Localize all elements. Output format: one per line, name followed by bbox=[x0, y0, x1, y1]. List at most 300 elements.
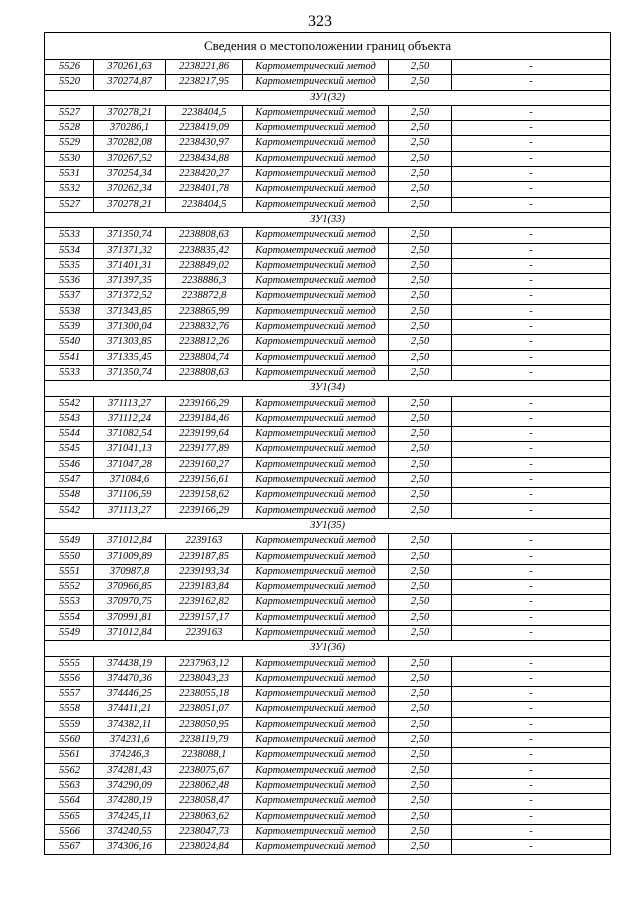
table-title-row bbox=[45, 33, 611, 60]
table-row bbox=[45, 717, 611, 732]
accuracy-cell: 2,50 bbox=[389, 136, 452, 151]
accuracy-cell: 2,50 bbox=[389, 243, 452, 258]
description-cell: - bbox=[452, 702, 611, 717]
coord-x-cell: 370274,87 bbox=[94, 75, 166, 90]
method-cell: Картометрический метод bbox=[243, 320, 389, 335]
method-cell: Картометрический метод bbox=[243, 503, 389, 518]
description-cell: - bbox=[452, 794, 611, 809]
accuracy-cell: 2,50 bbox=[389, 778, 452, 793]
method-cell: Картометрический метод bbox=[243, 335, 389, 350]
point-number-cell: 5555 bbox=[45, 656, 94, 671]
accuracy-cell: 2,50 bbox=[389, 365, 452, 380]
coord-y-cell: 2238075,67 bbox=[166, 763, 243, 778]
description-cell: - bbox=[452, 335, 611, 350]
description-cell: - bbox=[452, 258, 611, 273]
method-cell: Картометрический метод bbox=[243, 595, 389, 610]
method-cell: Картометрический метод bbox=[243, 549, 389, 564]
accuracy-cell: 2,50 bbox=[389, 717, 452, 732]
table-row bbox=[45, 778, 611, 793]
coord-x-cell: 370970,75 bbox=[94, 595, 166, 610]
description-cell: - bbox=[452, 167, 611, 182]
coord-x-cell: 371106,59 bbox=[94, 488, 166, 503]
table-row bbox=[45, 824, 611, 839]
coord-y-cell: 2238808,63 bbox=[166, 228, 243, 243]
description-cell: - bbox=[452, 442, 611, 457]
description-cell: - bbox=[452, 427, 611, 442]
coord-y-cell: 2238043,23 bbox=[166, 671, 243, 686]
point-number-cell: 5563 bbox=[45, 778, 94, 793]
description-cell: - bbox=[452, 595, 611, 610]
method-cell: Картометрический метод bbox=[243, 488, 389, 503]
coord-y-cell: 2238419,09 bbox=[166, 121, 243, 136]
point-number-cell: 5540 bbox=[45, 335, 94, 350]
point-number-cell: 5544 bbox=[45, 427, 94, 442]
point-number-cell: 5535 bbox=[45, 258, 94, 273]
method-cell: Картометрический метод bbox=[243, 671, 389, 686]
method-cell: Картометрический метод bbox=[243, 243, 389, 258]
coord-y-cell: 2238804,74 bbox=[166, 350, 243, 365]
accuracy-cell: 2,50 bbox=[389, 289, 452, 304]
accuracy-cell: 2,50 bbox=[389, 258, 452, 273]
coord-x-cell: 371009,89 bbox=[94, 549, 166, 564]
point-number-cell: 5532 bbox=[45, 182, 94, 197]
description-cell: - bbox=[452, 304, 611, 319]
coord-y-cell: 2238865,99 bbox=[166, 304, 243, 319]
table-row bbox=[45, 289, 611, 304]
method-cell: Картометрический метод bbox=[243, 473, 389, 488]
point-number-cell: 5539 bbox=[45, 320, 94, 335]
method-cell: Картометрический метод bbox=[243, 182, 389, 197]
method-cell: Картометрический метод bbox=[243, 534, 389, 549]
point-number-cell: 5527 bbox=[45, 197, 94, 212]
point-number-cell: 5542 bbox=[45, 503, 94, 518]
group-row bbox=[45, 518, 611, 533]
coord-x-cell: 371371,32 bbox=[94, 243, 166, 258]
coord-y-cell: 2238051,07 bbox=[166, 702, 243, 717]
method-cell: Картометрический метод bbox=[243, 105, 389, 120]
point-number-cell: 5548 bbox=[45, 488, 94, 503]
description-cell: - bbox=[452, 733, 611, 748]
coord-x-cell: 371047,28 bbox=[94, 457, 166, 472]
description-cell: - bbox=[452, 228, 611, 243]
method-cell: Картометрический метод bbox=[243, 794, 389, 809]
point-number-cell: 5537 bbox=[45, 289, 94, 304]
coord-y-cell: 2239187,85 bbox=[166, 549, 243, 564]
point-number-cell: 5562 bbox=[45, 763, 94, 778]
method-cell: Картометрический метод bbox=[243, 442, 389, 457]
group-row bbox=[45, 381, 611, 396]
method-cell: Картометрический метод bbox=[243, 717, 389, 732]
table-row bbox=[45, 457, 611, 472]
coord-x-cell: 371350,74 bbox=[94, 228, 166, 243]
description-cell: - bbox=[452, 136, 611, 151]
accuracy-cell: 2,50 bbox=[389, 549, 452, 564]
method-cell: Картометрический метод bbox=[243, 778, 389, 793]
point-number-cell: 5559 bbox=[45, 717, 94, 732]
description-cell: - bbox=[452, 473, 611, 488]
method-cell: Картометрический метод bbox=[243, 840, 389, 855]
coord-y-cell: 2239163 bbox=[166, 625, 243, 640]
accuracy-cell: 2,50 bbox=[389, 228, 452, 243]
table-body bbox=[45, 33, 611, 855]
group-label: ЗУ1(33) bbox=[45, 212, 611, 227]
point-number-cell: 5547 bbox=[45, 473, 94, 488]
method-cell: Картометрический метод bbox=[243, 60, 389, 75]
coord-x-cell: 371372,52 bbox=[94, 289, 166, 304]
table-row bbox=[45, 809, 611, 824]
accuracy-cell: 2,50 bbox=[389, 396, 452, 411]
coord-x-cell: 370278,21 bbox=[94, 197, 166, 212]
point-number-cell: 5526 bbox=[45, 60, 94, 75]
coord-y-cell: 2238434,88 bbox=[166, 151, 243, 166]
table-row bbox=[45, 625, 611, 640]
method-cell: Картометрический метод bbox=[243, 457, 389, 472]
coord-y-cell: 2239183,84 bbox=[166, 580, 243, 595]
description-cell: - bbox=[452, 687, 611, 702]
method-cell: Картометрический метод bbox=[243, 687, 389, 702]
coord-x-cell: 374382,11 bbox=[94, 717, 166, 732]
table-row bbox=[45, 182, 611, 197]
table-row bbox=[45, 671, 611, 686]
accuracy-cell: 2,50 bbox=[389, 151, 452, 166]
coord-x-cell: 371113,27 bbox=[94, 503, 166, 518]
table-row bbox=[45, 274, 611, 289]
description-cell: - bbox=[452, 243, 611, 258]
accuracy-cell: 2,50 bbox=[389, 625, 452, 640]
coord-x-cell: 371397,35 bbox=[94, 274, 166, 289]
coord-x-cell: 374446,25 bbox=[94, 687, 166, 702]
group-label: ЗУ1(36) bbox=[45, 641, 611, 656]
table-row bbox=[45, 304, 611, 319]
coord-y-cell: 2238835,42 bbox=[166, 243, 243, 258]
coord-y-cell: 2238401,78 bbox=[166, 182, 243, 197]
table-row bbox=[45, 411, 611, 426]
description-cell: - bbox=[452, 656, 611, 671]
coord-x-cell: 374280,19 bbox=[94, 794, 166, 809]
table-row bbox=[45, 442, 611, 457]
table-row bbox=[45, 121, 611, 136]
coord-y-cell: 2238058,47 bbox=[166, 794, 243, 809]
table-row bbox=[45, 549, 611, 564]
table-row bbox=[45, 840, 611, 855]
coord-y-cell: 2239158,62 bbox=[166, 488, 243, 503]
coord-y-cell: 2238055,18 bbox=[166, 687, 243, 702]
point-number-cell: 5543 bbox=[45, 411, 94, 426]
method-cell: Картометрический метод bbox=[243, 350, 389, 365]
coord-y-cell: 2238404,5 bbox=[166, 197, 243, 212]
coord-x-cell: 374281,43 bbox=[94, 763, 166, 778]
accuracy-cell: 2,50 bbox=[389, 671, 452, 686]
point-number-cell: 5528 bbox=[45, 121, 94, 136]
point-number-cell: 5550 bbox=[45, 549, 94, 564]
table-row bbox=[45, 396, 611, 411]
description-cell: - bbox=[452, 320, 611, 335]
accuracy-cell: 2,50 bbox=[389, 488, 452, 503]
coord-y-cell: 2239156,61 bbox=[166, 473, 243, 488]
description-cell: - bbox=[452, 274, 611, 289]
coord-x-cell: 374246,3 bbox=[94, 748, 166, 763]
method-cell: Картометрический метод bbox=[243, 733, 389, 748]
coord-y-cell: 2237963,12 bbox=[166, 656, 243, 671]
method-cell: Картометрический метод bbox=[243, 365, 389, 380]
point-number-cell: 5529 bbox=[45, 136, 94, 151]
table-row bbox=[45, 748, 611, 763]
method-cell: Картометрический метод bbox=[243, 228, 389, 243]
description-cell: - bbox=[452, 717, 611, 732]
point-number-cell: 5561 bbox=[45, 748, 94, 763]
table-row bbox=[45, 151, 611, 166]
accuracy-cell: 2,50 bbox=[389, 457, 452, 472]
point-number-cell: 5560 bbox=[45, 733, 94, 748]
description-cell: - bbox=[452, 121, 611, 136]
description-cell: - bbox=[452, 365, 611, 380]
table-row bbox=[45, 534, 611, 549]
description-cell: - bbox=[452, 396, 611, 411]
coord-x-cell: 374306,16 bbox=[94, 840, 166, 855]
accuracy-cell: 2,50 bbox=[389, 335, 452, 350]
coord-y-cell: 2239184,46 bbox=[166, 411, 243, 426]
coord-y-cell: 2238812,26 bbox=[166, 335, 243, 350]
coord-x-cell: 370261,63 bbox=[94, 60, 166, 75]
method-cell: Картометрический метод bbox=[243, 197, 389, 212]
accuracy-cell: 2,50 bbox=[389, 182, 452, 197]
point-number-cell: 5554 bbox=[45, 610, 94, 625]
coord-x-cell: 370991,81 bbox=[94, 610, 166, 625]
description-cell: - bbox=[452, 60, 611, 75]
accuracy-cell: 2,50 bbox=[389, 473, 452, 488]
coord-y-cell: 2238217,95 bbox=[166, 75, 243, 90]
table-row bbox=[45, 105, 611, 120]
coord-x-cell: 371300,04 bbox=[94, 320, 166, 335]
table-title: Сведения о местоположении границ объекта bbox=[45, 33, 611, 60]
accuracy-cell: 2,50 bbox=[389, 304, 452, 319]
coord-y-cell: 2238849,02 bbox=[166, 258, 243, 273]
point-number-cell: 5565 bbox=[45, 809, 94, 824]
description-cell: - bbox=[452, 457, 611, 472]
method-cell: Картометрический метод bbox=[243, 809, 389, 824]
accuracy-cell: 2,50 bbox=[389, 702, 452, 717]
coord-y-cell: 2238024,84 bbox=[166, 840, 243, 855]
point-number-cell: 5546 bbox=[45, 457, 94, 472]
table-row bbox=[45, 427, 611, 442]
point-number-cell: 5567 bbox=[45, 840, 94, 855]
table-row bbox=[45, 794, 611, 809]
point-number-cell: 5551 bbox=[45, 564, 94, 579]
method-cell: Картометрический метод bbox=[243, 564, 389, 579]
coord-y-cell: 2239163 bbox=[166, 534, 243, 549]
coord-x-cell: 370254,34 bbox=[94, 167, 166, 182]
accuracy-cell: 2,50 bbox=[389, 350, 452, 365]
accuracy-cell: 2,50 bbox=[389, 595, 452, 610]
point-number-cell: 5538 bbox=[45, 304, 94, 319]
method-cell: Картометрический метод bbox=[243, 167, 389, 182]
coord-x-cell: 371112,24 bbox=[94, 411, 166, 426]
accuracy-cell: 2,50 bbox=[389, 733, 452, 748]
description-cell: - bbox=[452, 534, 611, 549]
coord-y-cell: 2238063,62 bbox=[166, 809, 243, 824]
coord-x-cell: 374438,19 bbox=[94, 656, 166, 671]
coord-x-cell: 370282,08 bbox=[94, 136, 166, 151]
coord-x-cell: 371082,54 bbox=[94, 427, 166, 442]
accuracy-cell: 2,50 bbox=[389, 656, 452, 671]
coord-x-cell: 374470,36 bbox=[94, 671, 166, 686]
method-cell: Картометрический метод bbox=[243, 75, 389, 90]
description-cell: - bbox=[452, 411, 611, 426]
accuracy-cell: 2,50 bbox=[389, 824, 452, 839]
table-row bbox=[45, 733, 611, 748]
method-cell: Картометрический метод bbox=[243, 610, 389, 625]
method-cell: Картометрический метод bbox=[243, 824, 389, 839]
description-cell: - bbox=[452, 182, 611, 197]
coord-x-cell: 370966,85 bbox=[94, 580, 166, 595]
description-cell: - bbox=[452, 778, 611, 793]
coord-y-cell: 2239157,17 bbox=[166, 610, 243, 625]
coord-y-cell: 2238420,27 bbox=[166, 167, 243, 182]
accuracy-cell: 2,50 bbox=[389, 840, 452, 855]
coord-x-cell: 374240,55 bbox=[94, 824, 166, 839]
point-number-cell: 5564 bbox=[45, 794, 94, 809]
description-cell: - bbox=[452, 840, 611, 855]
point-number-cell: 5536 bbox=[45, 274, 94, 289]
coord-y-cell: 2238050,95 bbox=[166, 717, 243, 732]
coord-x-cell: 371084,6 bbox=[94, 473, 166, 488]
accuracy-cell: 2,50 bbox=[389, 794, 452, 809]
coord-y-cell: 2238430,97 bbox=[166, 136, 243, 151]
description-cell: - bbox=[452, 488, 611, 503]
coord-x-cell: 371012,84 bbox=[94, 534, 166, 549]
coord-y-cell: 2238221,86 bbox=[166, 60, 243, 75]
coord-x-cell: 374290,09 bbox=[94, 778, 166, 793]
method-cell: Картометрический метод bbox=[243, 121, 389, 136]
accuracy-cell: 2,50 bbox=[389, 167, 452, 182]
table-row bbox=[45, 595, 611, 610]
method-cell: Картометрический метод bbox=[243, 427, 389, 442]
accuracy-cell: 2,50 bbox=[389, 197, 452, 212]
group-row bbox=[45, 641, 611, 656]
table-row bbox=[45, 258, 611, 273]
point-number-cell: 5534 bbox=[45, 243, 94, 258]
description-cell: - bbox=[452, 809, 611, 824]
accuracy-cell: 2,50 bbox=[389, 564, 452, 579]
table-row bbox=[45, 243, 611, 258]
point-number-cell: 5549 bbox=[45, 625, 94, 640]
description-cell: - bbox=[452, 151, 611, 166]
description-cell: - bbox=[452, 671, 611, 686]
description-cell: - bbox=[452, 748, 611, 763]
coord-y-cell: 2238886,3 bbox=[166, 274, 243, 289]
coord-y-cell: 2238062,48 bbox=[166, 778, 243, 793]
method-cell: Картометрический метод bbox=[243, 396, 389, 411]
description-cell: - bbox=[452, 105, 611, 120]
description-cell: - bbox=[452, 197, 611, 212]
coord-y-cell: 2239162,82 bbox=[166, 595, 243, 610]
page-number: 323 bbox=[308, 13, 332, 30]
table-row bbox=[45, 228, 611, 243]
point-number-cell: 5520 bbox=[45, 75, 94, 90]
accuracy-cell: 2,50 bbox=[389, 503, 452, 518]
table-row bbox=[45, 488, 611, 503]
coord-x-cell: 374411,21 bbox=[94, 702, 166, 717]
table-row bbox=[45, 136, 611, 151]
method-cell: Картометрический метод bbox=[243, 289, 389, 304]
coord-y-cell: 2239166,29 bbox=[166, 396, 243, 411]
group-label: ЗУ1(34) bbox=[45, 381, 611, 396]
table-row bbox=[45, 473, 611, 488]
point-number-cell: 5553 bbox=[45, 595, 94, 610]
method-cell: Картометрический метод bbox=[243, 702, 389, 717]
coord-y-cell: 2238119,79 bbox=[166, 733, 243, 748]
coord-x-cell: 370286,1 bbox=[94, 121, 166, 136]
accuracy-cell: 2,50 bbox=[389, 60, 452, 75]
coord-y-cell: 2239193,34 bbox=[166, 564, 243, 579]
method-cell: Картометрический метод bbox=[243, 580, 389, 595]
point-number-cell: 5545 bbox=[45, 442, 94, 457]
coord-x-cell: 370267,52 bbox=[94, 151, 166, 166]
accuracy-cell: 2,50 bbox=[389, 274, 452, 289]
method-cell: Картометрический метод bbox=[243, 411, 389, 426]
method-cell: Картометрический метод bbox=[243, 151, 389, 166]
group-label: ЗУ1(32) bbox=[45, 90, 611, 105]
table-row bbox=[45, 702, 611, 717]
coord-y-cell: 2238404,5 bbox=[166, 105, 243, 120]
accuracy-cell: 2,50 bbox=[389, 610, 452, 625]
description-cell: - bbox=[452, 564, 611, 579]
table-row bbox=[45, 610, 611, 625]
group-row bbox=[45, 90, 611, 105]
method-cell: Картометрический метод bbox=[243, 748, 389, 763]
point-number-cell: 5566 bbox=[45, 824, 94, 839]
table-row bbox=[45, 580, 611, 595]
point-number-cell: 5558 bbox=[45, 702, 94, 717]
table-row bbox=[45, 656, 611, 671]
table-row bbox=[45, 687, 611, 702]
coord-y-cell: 2238872,8 bbox=[166, 289, 243, 304]
method-cell: Картометрический метод bbox=[243, 274, 389, 289]
table-row bbox=[45, 320, 611, 335]
table-row bbox=[45, 503, 611, 518]
coord-x-cell: 370262,34 bbox=[94, 182, 166, 197]
coord-x-cell: 371343,85 bbox=[94, 304, 166, 319]
coord-y-cell: 2239166,29 bbox=[166, 503, 243, 518]
table-row bbox=[45, 350, 611, 365]
coord-y-cell: 2238047,73 bbox=[166, 824, 243, 839]
description-cell: - bbox=[452, 289, 611, 304]
coord-x-cell: 371350,74 bbox=[94, 365, 166, 380]
accuracy-cell: 2,50 bbox=[389, 748, 452, 763]
method-cell: Картометрический метод bbox=[243, 258, 389, 273]
description-cell: - bbox=[452, 610, 611, 625]
point-number-cell: 5530 bbox=[45, 151, 94, 166]
table-row bbox=[45, 167, 611, 182]
coord-x-cell: 371012,84 bbox=[94, 625, 166, 640]
coord-x-cell: 374245,11 bbox=[94, 809, 166, 824]
method-cell: Картометрический метод bbox=[243, 656, 389, 671]
method-cell: Картометрический метод bbox=[243, 304, 389, 319]
accuracy-cell: 2,50 bbox=[389, 411, 452, 426]
description-cell: - bbox=[452, 763, 611, 778]
accuracy-cell: 2,50 bbox=[389, 320, 452, 335]
table-row bbox=[45, 197, 611, 212]
description-cell: - bbox=[452, 350, 611, 365]
boundary-table bbox=[44, 32, 611, 855]
coord-x-cell: 371113,27 bbox=[94, 396, 166, 411]
accuracy-cell: 2,50 bbox=[389, 809, 452, 824]
description-cell: - bbox=[452, 580, 611, 595]
accuracy-cell: 2,50 bbox=[389, 105, 452, 120]
coord-x-cell: 371041,13 bbox=[94, 442, 166, 457]
description-cell: - bbox=[452, 75, 611, 90]
accuracy-cell: 2,50 bbox=[389, 763, 452, 778]
